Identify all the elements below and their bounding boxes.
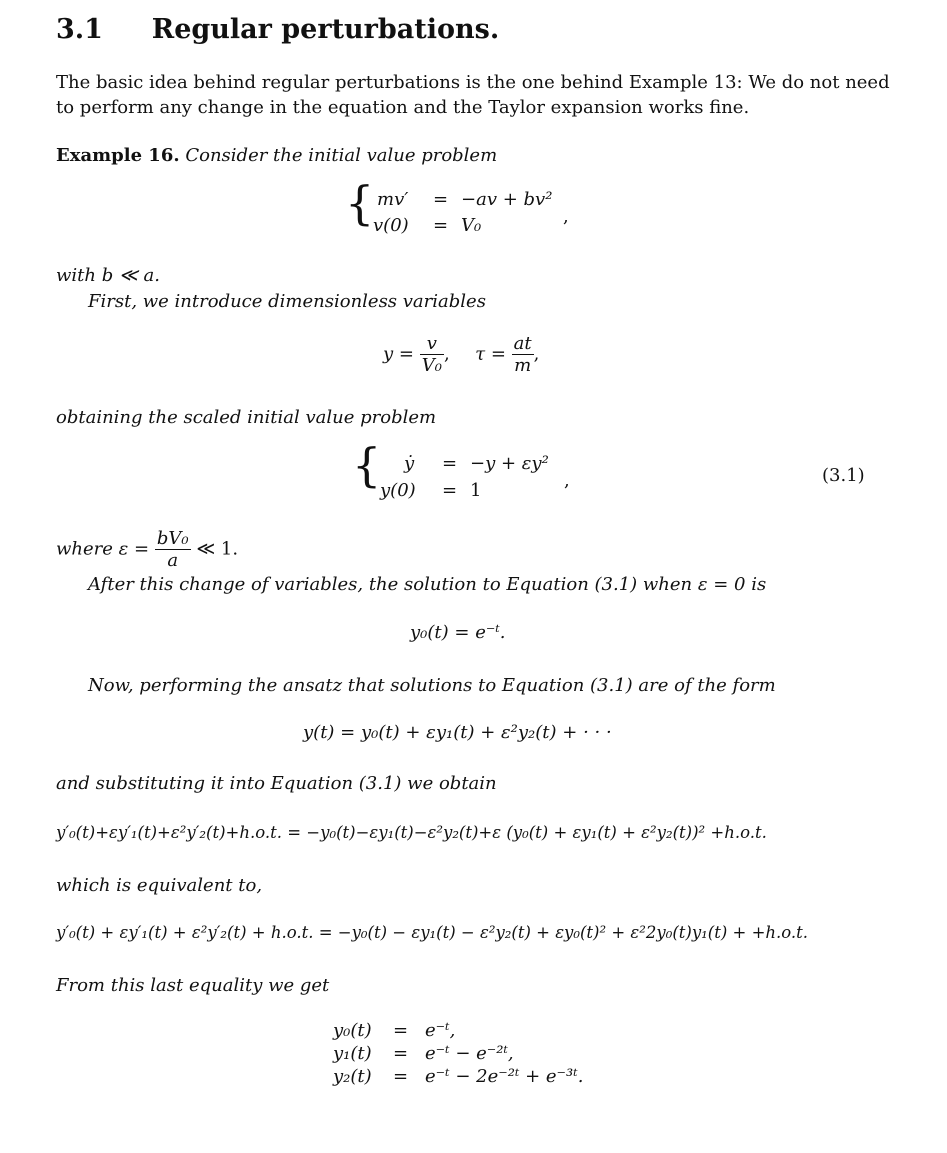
system-2-row1-eq: = bbox=[442, 453, 458, 474]
section-number: 3.1 bbox=[56, 14, 103, 45]
system-1-trail: , bbox=[563, 206, 569, 227]
example-label: Example 16. bbox=[56, 145, 180, 166]
system-2-row2-lhs: y(0) bbox=[380, 480, 416, 501]
intro-line-2: to perform any change in the equation and the Taylor expansion works fine. bbox=[56, 97, 750, 118]
epsilon-num: bV₀ bbox=[156, 528, 189, 549]
obtaining-text: obtaining the scaled initial value problem bbox=[56, 407, 437, 428]
scaling-y-lhs: y = bbox=[383, 343, 414, 365]
epsilon-den: a bbox=[155, 549, 191, 571]
system-1-row1-lhs: mv′ bbox=[377, 189, 409, 210]
system-2-row1-rhs: −y + εy² bbox=[470, 453, 549, 474]
long-equation-1: y′₀(t)+εy′₁(t)+ε²y′₂(t)+h.o.t. = −y₀(t)−εy₁(t)−ε²y₂(t)+ε (y₀(t) + εy₁(t) + ε²y₂(t))² +h.o.t. bbox=[56, 823, 767, 842]
result-row-0-lhs: y₀(t) bbox=[333, 1020, 372, 1041]
section-heading bbox=[56, 14, 499, 45]
equation-number: (3.1) bbox=[822, 465, 865, 486]
result-row-1-eq: = bbox=[393, 1043, 409, 1064]
system-1-row2-lhs: v(0) bbox=[373, 215, 409, 236]
system-1-row2-eq: = bbox=[433, 215, 449, 236]
system-2-row2-eq: = bbox=[442, 480, 458, 501]
scaling-tau-num: at bbox=[513, 333, 532, 354]
system-1-row1-eq: = bbox=[433, 189, 449, 210]
where-epsilon bbox=[56, 528, 238, 571]
system-1-row2-rhs: V₀ bbox=[461, 215, 482, 236]
where-prefix: where ε = bbox=[56, 538, 150, 560]
result-row-2-rhs: e⁻ᵗ − 2e⁻²ᵗ + e⁻³ᵗ. bbox=[425, 1066, 584, 1087]
system-1-row1-rhs: −av + bv² bbox=[461, 189, 553, 210]
long-equation-2: y′₀(t) + εy′₁(t) + ε²y′₂(t) + h.o.t. = −y₀(t) − εy₁(t) − ε²y₂(t) + εy₀(t)² + ε²2y₀(t)y₁(t) + +h.o.t. bbox=[56, 923, 809, 942]
where-suffix: ≪ 1. bbox=[196, 538, 239, 560]
section-title: Regular perturbations. bbox=[151, 14, 500, 45]
example-lead: Consider the initial value problem bbox=[185, 145, 498, 166]
scaling-y-num: v bbox=[426, 333, 437, 354]
result-row-1-rhs: e⁻ᵗ − e⁻²ᵗ, bbox=[425, 1043, 514, 1064]
scaling-tau-den: m bbox=[512, 354, 534, 376]
after-text: After this change of variables, the solution to Equation (3.1) when ε = 0 is bbox=[88, 574, 767, 595]
ansatz-equation: y(t) = y₀(t) + εy₁(t) + ε²y₂(t) + · · · bbox=[303, 722, 612, 743]
result-row-2-lhs: y₂(t) bbox=[333, 1066, 372, 1087]
result-row-0-eq: = bbox=[393, 1020, 409, 1041]
scaling-y-den: V₀ bbox=[421, 355, 442, 376]
scaling-equation bbox=[383, 333, 539, 376]
scaling-tau-fraction bbox=[512, 333, 534, 376]
example-header bbox=[56, 143, 497, 168]
with-text: with b ≪ a. bbox=[56, 265, 160, 286]
first-text: First, we introduce dimensionless variables bbox=[88, 291, 486, 312]
y0-equation: y₀(t) = e⁻ᵗ. bbox=[410, 622, 506, 643]
intro-line-1: The basic idea behind regular perturbations is the one behind Example 13: We do not need bbox=[56, 72, 890, 93]
epsilon-fraction bbox=[155, 528, 191, 571]
equivalent-text: which is equivalent to, bbox=[56, 875, 263, 896]
system-2-trail: , bbox=[564, 470, 570, 491]
scaling-y-sep: , bbox=[443, 343, 450, 365]
system-2-row1-lhs: ẏ bbox=[404, 453, 415, 474]
result-row-2-eq: = bbox=[393, 1066, 409, 1087]
left-brace: { bbox=[352, 438, 382, 492]
scaling-y-fraction bbox=[420, 333, 444, 376]
scaling-tau-sep: , bbox=[533, 343, 540, 365]
result-row-1-lhs: y₁(t) bbox=[333, 1043, 372, 1064]
result-row-0-rhs: e⁻ᵗ, bbox=[425, 1020, 456, 1041]
now-text: Now, performing the ansatz that solutions to Equation (3.1) are of the form bbox=[88, 675, 776, 696]
left-brace: { bbox=[345, 176, 375, 230]
substituting-text: and substituting it into Equation (3.1) we obtain bbox=[56, 773, 497, 794]
system-2-row2-rhs: 1 bbox=[470, 480, 482, 501]
scaling-tau-lhs: τ = bbox=[475, 343, 506, 365]
from-text: From this last equality we get bbox=[56, 975, 330, 996]
